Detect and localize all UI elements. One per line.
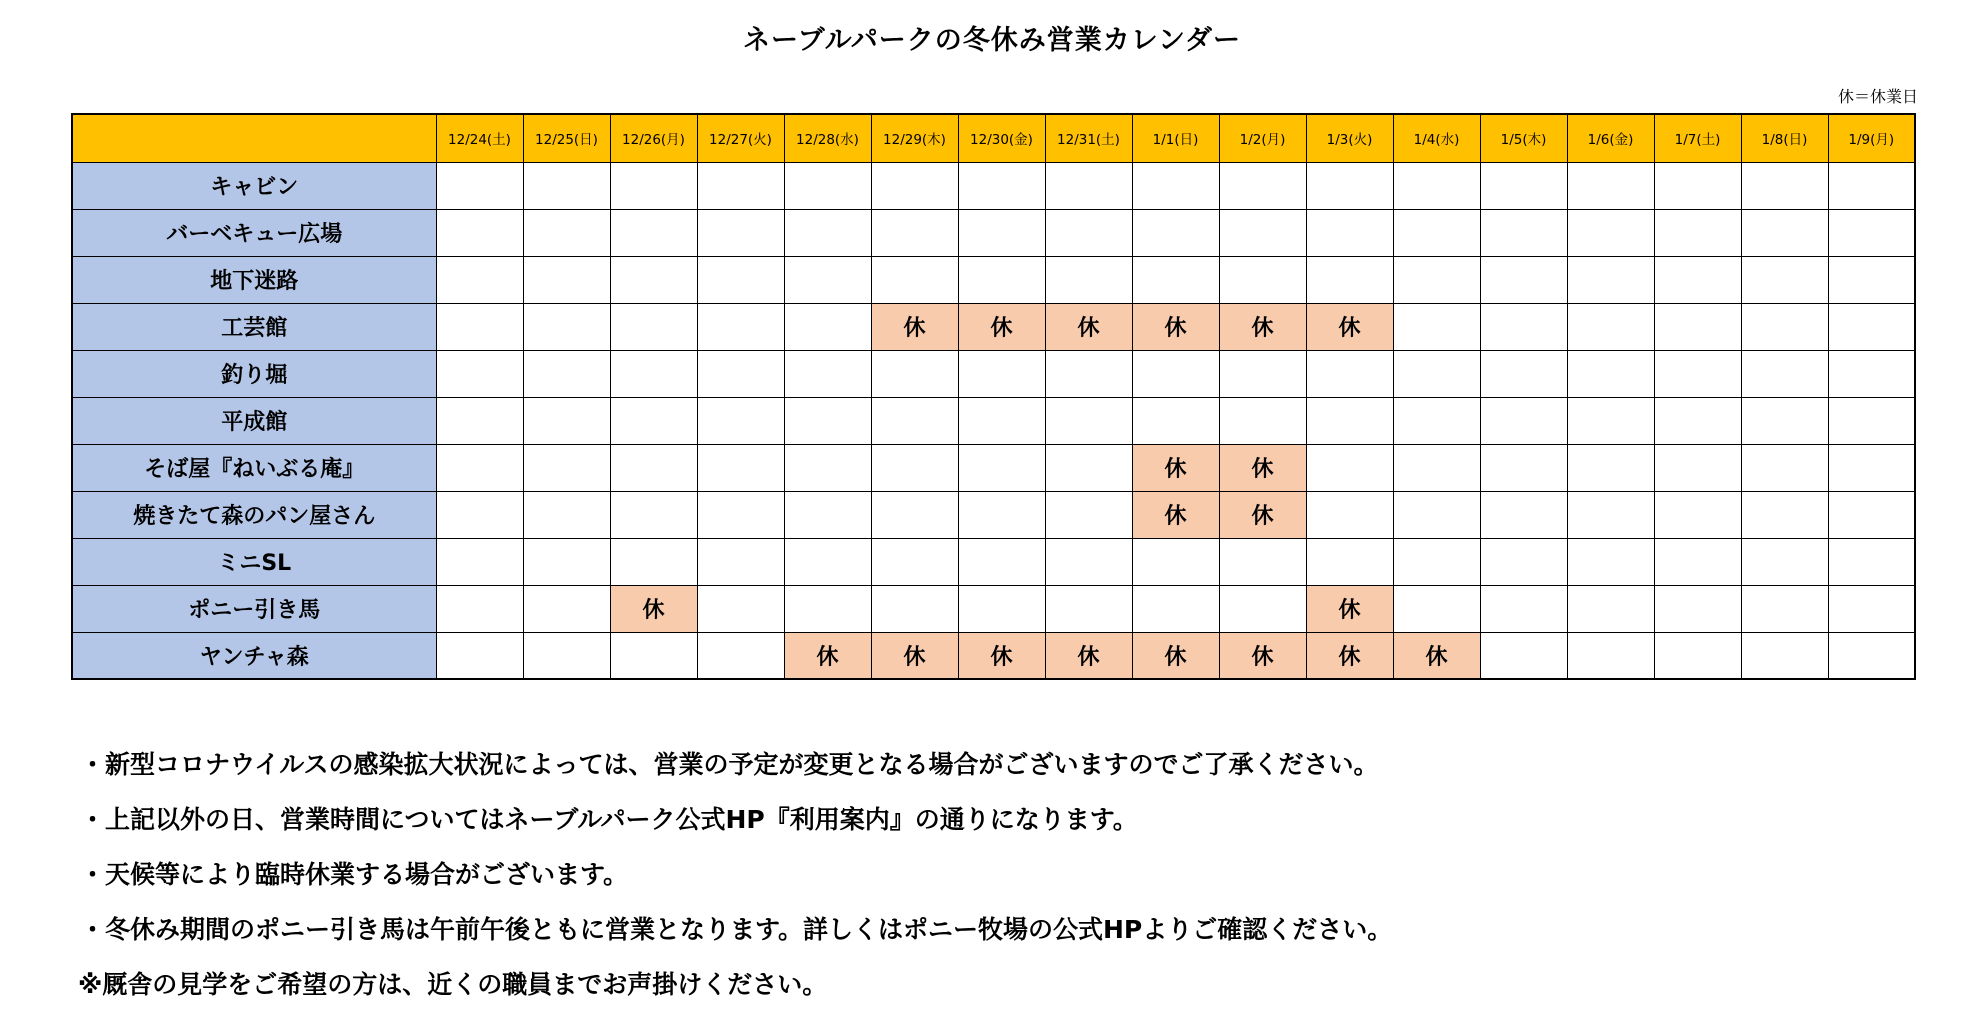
open-cell [1045, 397, 1132, 444]
open-cell [958, 585, 1045, 632]
open-cell [1393, 209, 1480, 256]
open-cell [1567, 303, 1654, 350]
remark: ※厩舎の見学をご希望の方は、近くの職員までお声掛けください。 [78, 970, 828, 999]
open-cell [523, 444, 610, 491]
open-cell [523, 350, 610, 397]
open-cell [1306, 444, 1393, 491]
open-cell [1393, 444, 1480, 491]
open-cell [784, 538, 871, 585]
legend: 休＝休業日 [1837, 87, 1918, 106]
closed-cell: 休 [1306, 585, 1393, 632]
open-cell [1654, 585, 1741, 632]
facility-name: 地下迷路 [72, 256, 436, 303]
open-cell [784, 585, 871, 632]
open-cell [436, 209, 523, 256]
open-cell [1828, 209, 1915, 256]
closed-cell: 休 [1306, 303, 1393, 350]
open-cell [784, 209, 871, 256]
facility-row [72, 491, 1915, 538]
open-cell [1654, 538, 1741, 585]
closed-cell: 休 [1045, 632, 1132, 679]
open-cell [1828, 491, 1915, 538]
date-header: 1/3(火) [1306, 114, 1393, 162]
open-cell [610, 162, 697, 209]
open-cell [1654, 491, 1741, 538]
open-cell [958, 256, 1045, 303]
open-cell [436, 397, 523, 444]
closed-cell: 休 [784, 632, 871, 679]
date-header: 12/31(土) [1045, 114, 1132, 162]
date-header: 12/26(月) [610, 114, 697, 162]
date-header: 1/4(水) [1393, 114, 1480, 162]
open-cell [1828, 303, 1915, 350]
closed-cell: 休 [1132, 303, 1219, 350]
open-cell [1654, 632, 1741, 679]
open-cell [958, 350, 1045, 397]
open-cell [610, 303, 697, 350]
open-cell [1306, 209, 1393, 256]
open-cell [1219, 538, 1306, 585]
closed-cell: 休 [1219, 303, 1306, 350]
open-cell [523, 632, 610, 679]
open-cell [958, 444, 1045, 491]
date-header: 1/9(月) [1828, 114, 1915, 162]
open-cell [1132, 538, 1219, 585]
open-cell [1480, 444, 1567, 491]
open-cell [697, 538, 784, 585]
date-header: 1/1(日) [1132, 114, 1219, 162]
open-cell [1219, 350, 1306, 397]
open-cell [1567, 585, 1654, 632]
open-cell [1393, 585, 1480, 632]
open-cell [1306, 350, 1393, 397]
open-cell [1306, 162, 1393, 209]
open-cell [1480, 303, 1567, 350]
open-cell [697, 350, 784, 397]
facility-name: ヤンチャ森 [72, 632, 436, 679]
open-cell [1480, 256, 1567, 303]
open-cell [1393, 538, 1480, 585]
open-cell [1828, 444, 1915, 491]
open-cell [697, 632, 784, 679]
note-1: ・新型コロナウイルスの感染拡大状況によっては、営業の予定が変更となる場合がございますのでご了承ください。 [80, 750, 1379, 779]
open-cell [784, 491, 871, 538]
open-cell [1480, 209, 1567, 256]
open-cell [1828, 256, 1915, 303]
open-cell [436, 350, 523, 397]
open-cell [1132, 350, 1219, 397]
date-header: 1/5(木) [1480, 114, 1567, 162]
open-cell [1393, 350, 1480, 397]
open-cell [1567, 209, 1654, 256]
date-header: 1/7(土) [1654, 114, 1741, 162]
open-cell [610, 491, 697, 538]
open-cell [1480, 585, 1567, 632]
open-cell [1480, 538, 1567, 585]
open-cell [1567, 491, 1654, 538]
facility-row [72, 209, 1915, 256]
open-cell [871, 444, 958, 491]
open-cell [610, 632, 697, 679]
open-cell [1567, 397, 1654, 444]
open-cell [436, 491, 523, 538]
open-cell [1132, 256, 1219, 303]
closed-cell: 休 [958, 632, 1045, 679]
closed-cell: 休 [1045, 303, 1132, 350]
closed-cell: 休 [610, 585, 697, 632]
closed-cell: 休 [871, 632, 958, 679]
facility-name: キャビン [72, 162, 436, 209]
date-header: 12/24(土) [436, 114, 523, 162]
open-cell [1567, 538, 1654, 585]
facility-row [72, 303, 1915, 350]
open-cell [1654, 303, 1741, 350]
open-cell [1654, 209, 1741, 256]
open-cell [871, 256, 958, 303]
open-cell [1393, 397, 1480, 444]
closed-cell: 休 [1132, 491, 1219, 538]
open-cell [1393, 162, 1480, 209]
open-cell [1480, 632, 1567, 679]
open-cell [436, 538, 523, 585]
open-cell [1741, 350, 1828, 397]
open-cell [784, 303, 871, 350]
note-4: ・冬休み期間のポニー引き馬は午前午後ともに営業となります。詳しくはポニー牧場の公式HPよりご確認ください。 [80, 915, 1393, 944]
closed-cell: 休 [1219, 491, 1306, 538]
calendar-table [71, 113, 1916, 680]
open-cell [1045, 444, 1132, 491]
open-cell [1045, 350, 1132, 397]
open-cell [1741, 162, 1828, 209]
open-cell [1741, 585, 1828, 632]
open-cell [523, 585, 610, 632]
open-cell [697, 162, 784, 209]
open-cell [784, 162, 871, 209]
open-cell [1654, 444, 1741, 491]
closed-cell: 休 [1132, 632, 1219, 679]
open-cell [523, 397, 610, 444]
open-cell [1741, 397, 1828, 444]
open-cell [610, 350, 697, 397]
facility-name: 平成館 [72, 397, 436, 444]
open-cell [1219, 162, 1306, 209]
open-cell [697, 303, 784, 350]
open-cell [1393, 303, 1480, 350]
open-cell [871, 538, 958, 585]
open-cell [1741, 538, 1828, 585]
open-cell [1828, 538, 1915, 585]
closed-cell: 休 [1306, 632, 1393, 679]
open-cell [1480, 350, 1567, 397]
open-cell [436, 444, 523, 491]
open-cell [1306, 256, 1393, 303]
open-cell [523, 491, 610, 538]
facility-name: 焼きたて森のパン屋さん [72, 491, 436, 538]
open-cell [784, 397, 871, 444]
open-cell [958, 209, 1045, 256]
open-cell [436, 632, 523, 679]
open-cell [958, 491, 1045, 538]
facility-name: ミニSL [72, 538, 436, 585]
open-cell [697, 585, 784, 632]
date-header: 12/25(日) [523, 114, 610, 162]
note-2: ・上記以外の日、営業時間についてはネーブルパーク公式HP『利用案内』の通りになります。 [80, 805, 1138, 834]
open-cell [1306, 397, 1393, 444]
open-cell [1219, 209, 1306, 256]
open-cell [1219, 397, 1306, 444]
open-cell [1567, 632, 1654, 679]
open-cell [1132, 162, 1219, 209]
facility-row [72, 397, 1915, 444]
open-cell [1567, 256, 1654, 303]
facility-row [72, 632, 1915, 679]
open-cell [523, 303, 610, 350]
open-cell [1393, 491, 1480, 538]
open-cell [1132, 209, 1219, 256]
facility-name: 工芸館 [72, 303, 436, 350]
open-cell [1654, 397, 1741, 444]
open-cell [1741, 491, 1828, 538]
open-cell [1306, 538, 1393, 585]
open-cell [1654, 350, 1741, 397]
calendar-body [72, 114, 1915, 679]
open-cell [1045, 256, 1132, 303]
open-cell [436, 256, 523, 303]
open-cell [697, 209, 784, 256]
open-cell [1654, 256, 1741, 303]
open-cell [436, 585, 523, 632]
date-header: 1/6(金) [1567, 114, 1654, 162]
facility-row [72, 538, 1915, 585]
notes [80, 737, 1392, 1012]
open-cell [1132, 585, 1219, 632]
open-cell [871, 491, 958, 538]
date-header: 1/2(月) [1219, 114, 1306, 162]
closed-cell: 休 [1219, 632, 1306, 679]
open-cell [1741, 209, 1828, 256]
open-cell [1741, 444, 1828, 491]
open-cell [1828, 632, 1915, 679]
open-cell [1654, 162, 1741, 209]
closed-cell: 休 [1219, 444, 1306, 491]
open-cell [523, 256, 610, 303]
facility-row [72, 162, 1915, 209]
open-cell [958, 538, 1045, 585]
date-header: 12/27(火) [697, 114, 784, 162]
open-cell [610, 397, 697, 444]
closed-cell: 休 [1132, 444, 1219, 491]
open-cell [1480, 397, 1567, 444]
open-cell [784, 256, 871, 303]
open-cell [436, 162, 523, 209]
facility-row [72, 585, 1915, 632]
facility-row [72, 444, 1915, 491]
header-corner [72, 114, 436, 162]
open-cell [1045, 538, 1132, 585]
facility-name: バーベキュー広場 [72, 209, 436, 256]
open-cell [610, 538, 697, 585]
open-cell [1480, 491, 1567, 538]
open-cell [871, 209, 958, 256]
open-cell [523, 209, 610, 256]
open-cell [1045, 162, 1132, 209]
open-cell [1219, 256, 1306, 303]
open-cell [1828, 162, 1915, 209]
date-header: 1/8(日) [1741, 114, 1828, 162]
open-cell [871, 585, 958, 632]
closed-cell: 休 [1393, 632, 1480, 679]
open-cell [1741, 256, 1828, 303]
open-cell [1567, 444, 1654, 491]
date-header: 12/30(金) [958, 114, 1045, 162]
open-cell [1132, 397, 1219, 444]
open-cell [1828, 585, 1915, 632]
open-cell [610, 209, 697, 256]
facility-name: ポニー引き馬 [72, 585, 436, 632]
open-cell [1306, 491, 1393, 538]
open-cell [697, 397, 784, 444]
open-cell [1393, 256, 1480, 303]
facility-row [72, 350, 1915, 397]
open-cell [1567, 162, 1654, 209]
open-cell [1045, 585, 1132, 632]
open-cell [871, 397, 958, 444]
open-cell [523, 162, 610, 209]
facility-row [72, 256, 1915, 303]
open-cell [958, 397, 1045, 444]
open-cell [610, 256, 697, 303]
facility-name: そば屋『ねいぶる庵』 [72, 444, 436, 491]
open-cell [871, 350, 958, 397]
open-cell [1045, 209, 1132, 256]
closed-cell: 休 [958, 303, 1045, 350]
open-cell [697, 256, 784, 303]
date-header: 12/29(木) [871, 114, 958, 162]
open-cell [1741, 303, 1828, 350]
open-cell [784, 444, 871, 491]
open-cell [871, 162, 958, 209]
date-header: 12/28(水) [784, 114, 871, 162]
open-cell [1480, 162, 1567, 209]
open-cell [1741, 632, 1828, 679]
open-cell [523, 538, 610, 585]
page-title: ネーブルパークの冬休み営業カレンダー [743, 25, 1241, 56]
open-cell [1828, 397, 1915, 444]
open-cell [1045, 491, 1132, 538]
open-cell [697, 491, 784, 538]
open-cell [1219, 585, 1306, 632]
note-3: ・天候等により臨時休業する場合がございます。 [80, 860, 629, 889]
open-cell [1828, 350, 1915, 397]
closed-cell: 休 [871, 303, 958, 350]
open-cell [697, 444, 784, 491]
open-cell [1567, 350, 1654, 397]
open-cell [958, 162, 1045, 209]
open-cell [610, 444, 697, 491]
facility-name: 釣り堀 [72, 350, 436, 397]
header-row [72, 114, 1915, 162]
open-cell [784, 350, 871, 397]
open-cell [436, 303, 523, 350]
